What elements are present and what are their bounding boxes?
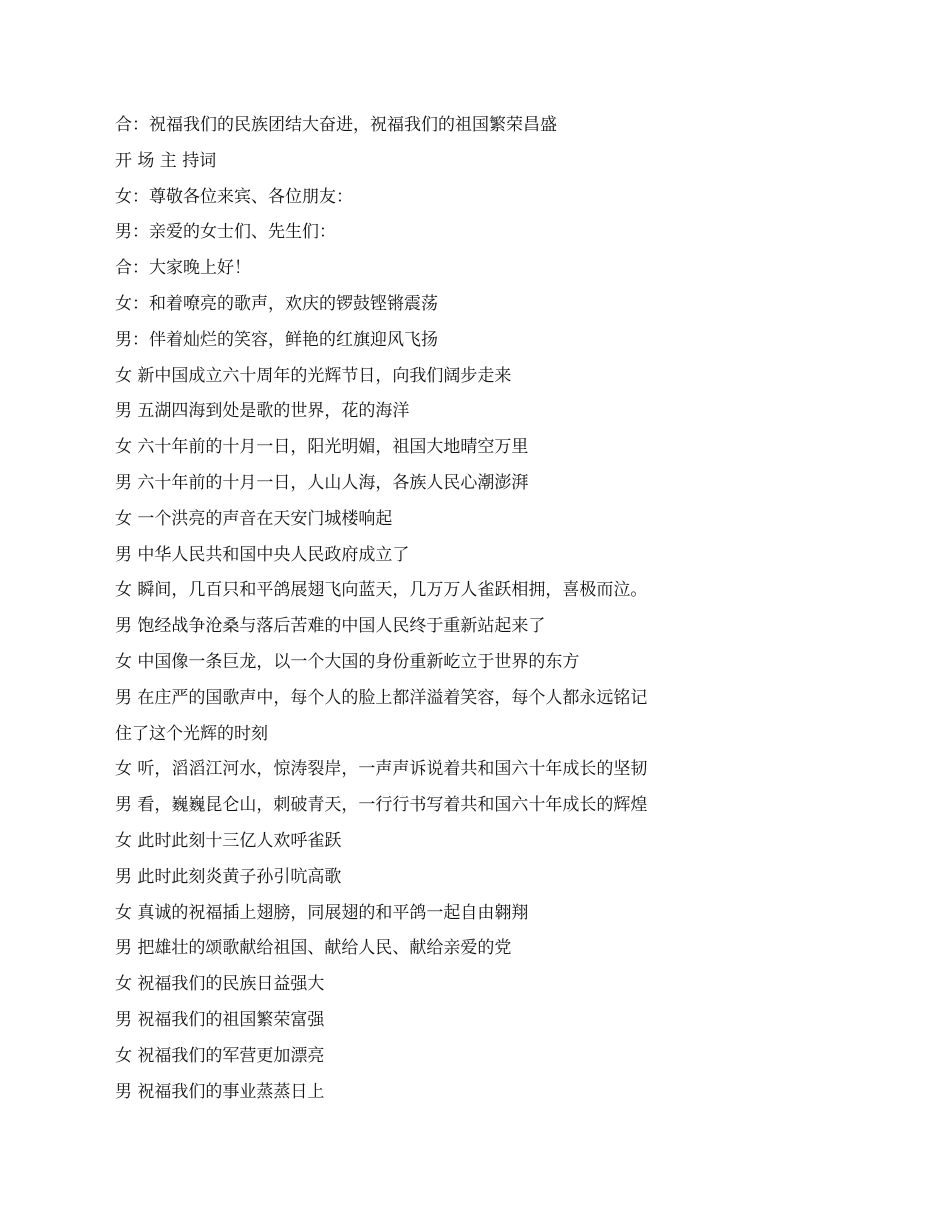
text-line: 男：伴着灿烂的笑容，鲜艳的红旗迎风飞扬: [115, 329, 438, 350]
text-line: 女：尊敬各位来宾、各位朋友：: [115, 186, 353, 207]
text-line: 男 五湖四海到处是歌的世界，花的海洋: [115, 401, 410, 422]
text-line: 女：和着嘹亮的歌声，欢庆的锣鼓铿锵震荡: [115, 293, 438, 314]
text-line: 男 祝福我们的祖国繁荣富强: [115, 1009, 325, 1030]
text-line: 女 祝福我们的军营更加漂亮: [115, 1045, 325, 1066]
text-line: 合：祝福我们的民族团结大奋进，祝福我们的祖国繁荣昌盛: [115, 115, 557, 135]
text-line: 女 祝福我们的民族日益强大: [115, 974, 325, 995]
text-line: 男 饱经战争沧桑与落后苦难的中国人民终于重新站起来了: [115, 616, 546, 637]
text-line: 男 祝福我们的事业蒸蒸日上: [115, 1081, 325, 1102]
text-line: 男 此时此刻炎黄子孙引吭高歌: [115, 866, 342, 887]
text-line: 男 六十年前的十月一日，人山人海，各族人民心潮澎湃: [115, 472, 529, 493]
text-line: 女 此时此刻十三亿人欢呼雀跃: [115, 830, 342, 851]
text-line: 男 中华人民共和国中央人民政府成立了: [115, 544, 410, 565]
text-line: 女 真诚的祝福插上翅膀，同展翅的和平鸽一起自由翱翔: [115, 902, 529, 923]
text-line: 女 一个洪亮的声音在天安门城楼响起: [115, 508, 393, 529]
text-line: 男 把雄壮的颂歌献给祖国、献给人民、献给亲爱的党: [115, 938, 512, 959]
text-line: 住了这个光辉的时刻: [115, 723, 268, 744]
text-line: 女 瞬间，几百只和平鸽展翅飞向蓝天，几万万人雀跃相拥，喜极而泣。: [115, 580, 648, 601]
text-line: 女 听，滔滔江河水，惊涛裂岸，一声声诉说着共和国六十年成长的坚韧: [115, 759, 648, 780]
script-text-block: [115, 108, 875, 1110]
text-line: 合：大家晚上好！: [115, 258, 251, 279]
text-line: 女 新中国成立六十周年的光辉节日，向我们阔步走来: [115, 365, 512, 386]
text-line: 男 看，巍巍昆仑山，刺破青天，一行行书写着共和国六十年成长的辉煌: [115, 795, 648, 816]
text-line: 男：亲爱的女士们、先生们：: [115, 222, 336, 243]
text-line: 女 中国像一条巨龙，以一个大国的身份重新屹立于世界的东方: [115, 651, 580, 672]
text-line: 男 在庄严的国歌声中，每个人的脸上都洋溢着笑容，每个人都永远铭记: [115, 687, 648, 708]
text-line: 开 场 主 持词: [115, 150, 217, 171]
text-line: 女 六十年前的十月一日，阳光明媚，祖国大地晴空万里: [115, 437, 529, 458]
